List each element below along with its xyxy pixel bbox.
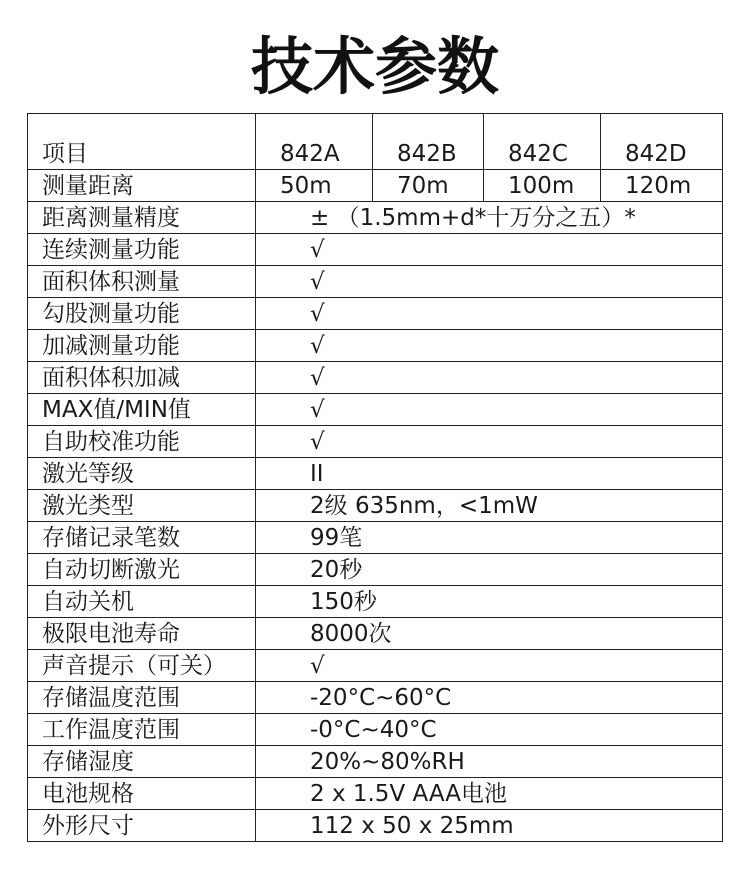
row-value: √ xyxy=(256,330,723,362)
table-row xyxy=(28,522,723,554)
table-row xyxy=(28,202,723,234)
row-value: ± （1.5mm+d*十万分之五）* xyxy=(256,202,723,234)
table-row xyxy=(28,586,723,618)
table-row xyxy=(28,362,723,394)
row-label: 自动关机 xyxy=(28,586,256,618)
table-row xyxy=(28,810,723,842)
row-value: 2 x 1.5V AAA电池 xyxy=(256,778,723,810)
table-row xyxy=(28,458,723,490)
row-value: -20°C~60°C xyxy=(256,682,723,714)
distance-label: 测量距离 xyxy=(28,170,256,202)
model-842b: 842B xyxy=(373,114,484,170)
row-value: -0°C~40°C xyxy=(256,714,723,746)
row-value: 20%~80%RH xyxy=(256,746,723,778)
distance-842b: 70m xyxy=(373,170,484,202)
row-label: 自助校准功能 xyxy=(28,426,256,458)
table-row xyxy=(28,618,723,650)
table-row xyxy=(28,650,723,682)
table-row xyxy=(28,234,723,266)
distance-row xyxy=(28,170,723,202)
header-row xyxy=(28,114,723,170)
row-value: √ xyxy=(256,298,723,330)
row-label: 存储记录笔数 xyxy=(28,522,256,554)
row-value: 20秒 xyxy=(256,554,723,586)
row-label: 连续测量功能 xyxy=(28,234,256,266)
row-label: 激光类型 xyxy=(28,490,256,522)
table-row xyxy=(28,554,723,586)
table-row xyxy=(28,394,723,426)
table-row xyxy=(28,266,723,298)
row-value: 2级 635nm，<1mW xyxy=(256,490,723,522)
model-842d: 842D xyxy=(601,114,723,170)
distance-842c: 100m xyxy=(484,170,601,202)
table-row xyxy=(28,746,723,778)
row-label: 存储湿度 xyxy=(28,746,256,778)
table-row xyxy=(28,490,723,522)
row-label: 勾股测量功能 xyxy=(28,298,256,330)
table-row xyxy=(28,330,723,362)
row-label: 激光等级 xyxy=(28,458,256,490)
row-value: 150秒 xyxy=(256,586,723,618)
row-label: 极限电池寿命 xyxy=(28,618,256,650)
page-title: 技术参数 xyxy=(250,30,499,103)
model-842a: 842A xyxy=(256,114,373,170)
spec-table xyxy=(27,113,723,842)
distance-842a: 50m xyxy=(256,170,373,202)
model-842c: 842C xyxy=(484,114,601,170)
table-row xyxy=(28,682,723,714)
table-row xyxy=(28,714,723,746)
row-label: 存储温度范围 xyxy=(28,682,256,714)
table-row xyxy=(28,426,723,458)
row-label: 距离测量精度 xyxy=(28,202,256,234)
table-row xyxy=(28,778,723,810)
row-value: √ xyxy=(256,362,723,394)
row-value: 112 x 50 x 25mm xyxy=(256,810,723,842)
row-value: 8000次 xyxy=(256,618,723,650)
row-value: √ xyxy=(256,234,723,266)
row-label: 面积体积测量 xyxy=(28,266,256,298)
row-value: 99笔 xyxy=(256,522,723,554)
row-label: MAX值/MIN值 xyxy=(28,394,256,426)
row-label: 加减测量功能 xyxy=(28,330,256,362)
distance-842d: 120m xyxy=(601,170,723,202)
row-label: 外形尺寸 xyxy=(28,810,256,842)
row-label: 自动切断激光 xyxy=(28,554,256,586)
table-row xyxy=(28,298,723,330)
row-value: √ xyxy=(256,650,723,682)
row-label: 声音提示（可关） xyxy=(28,650,256,682)
header-label: 项目 xyxy=(28,114,256,170)
row-value: II xyxy=(256,458,723,490)
row-label: 电池规格 xyxy=(28,778,256,810)
row-label: 工作温度范围 xyxy=(28,714,256,746)
row-label: 面积体积加减 xyxy=(28,362,256,394)
row-value: √ xyxy=(256,394,723,426)
row-value: √ xyxy=(256,426,723,458)
row-value: √ xyxy=(256,266,723,298)
